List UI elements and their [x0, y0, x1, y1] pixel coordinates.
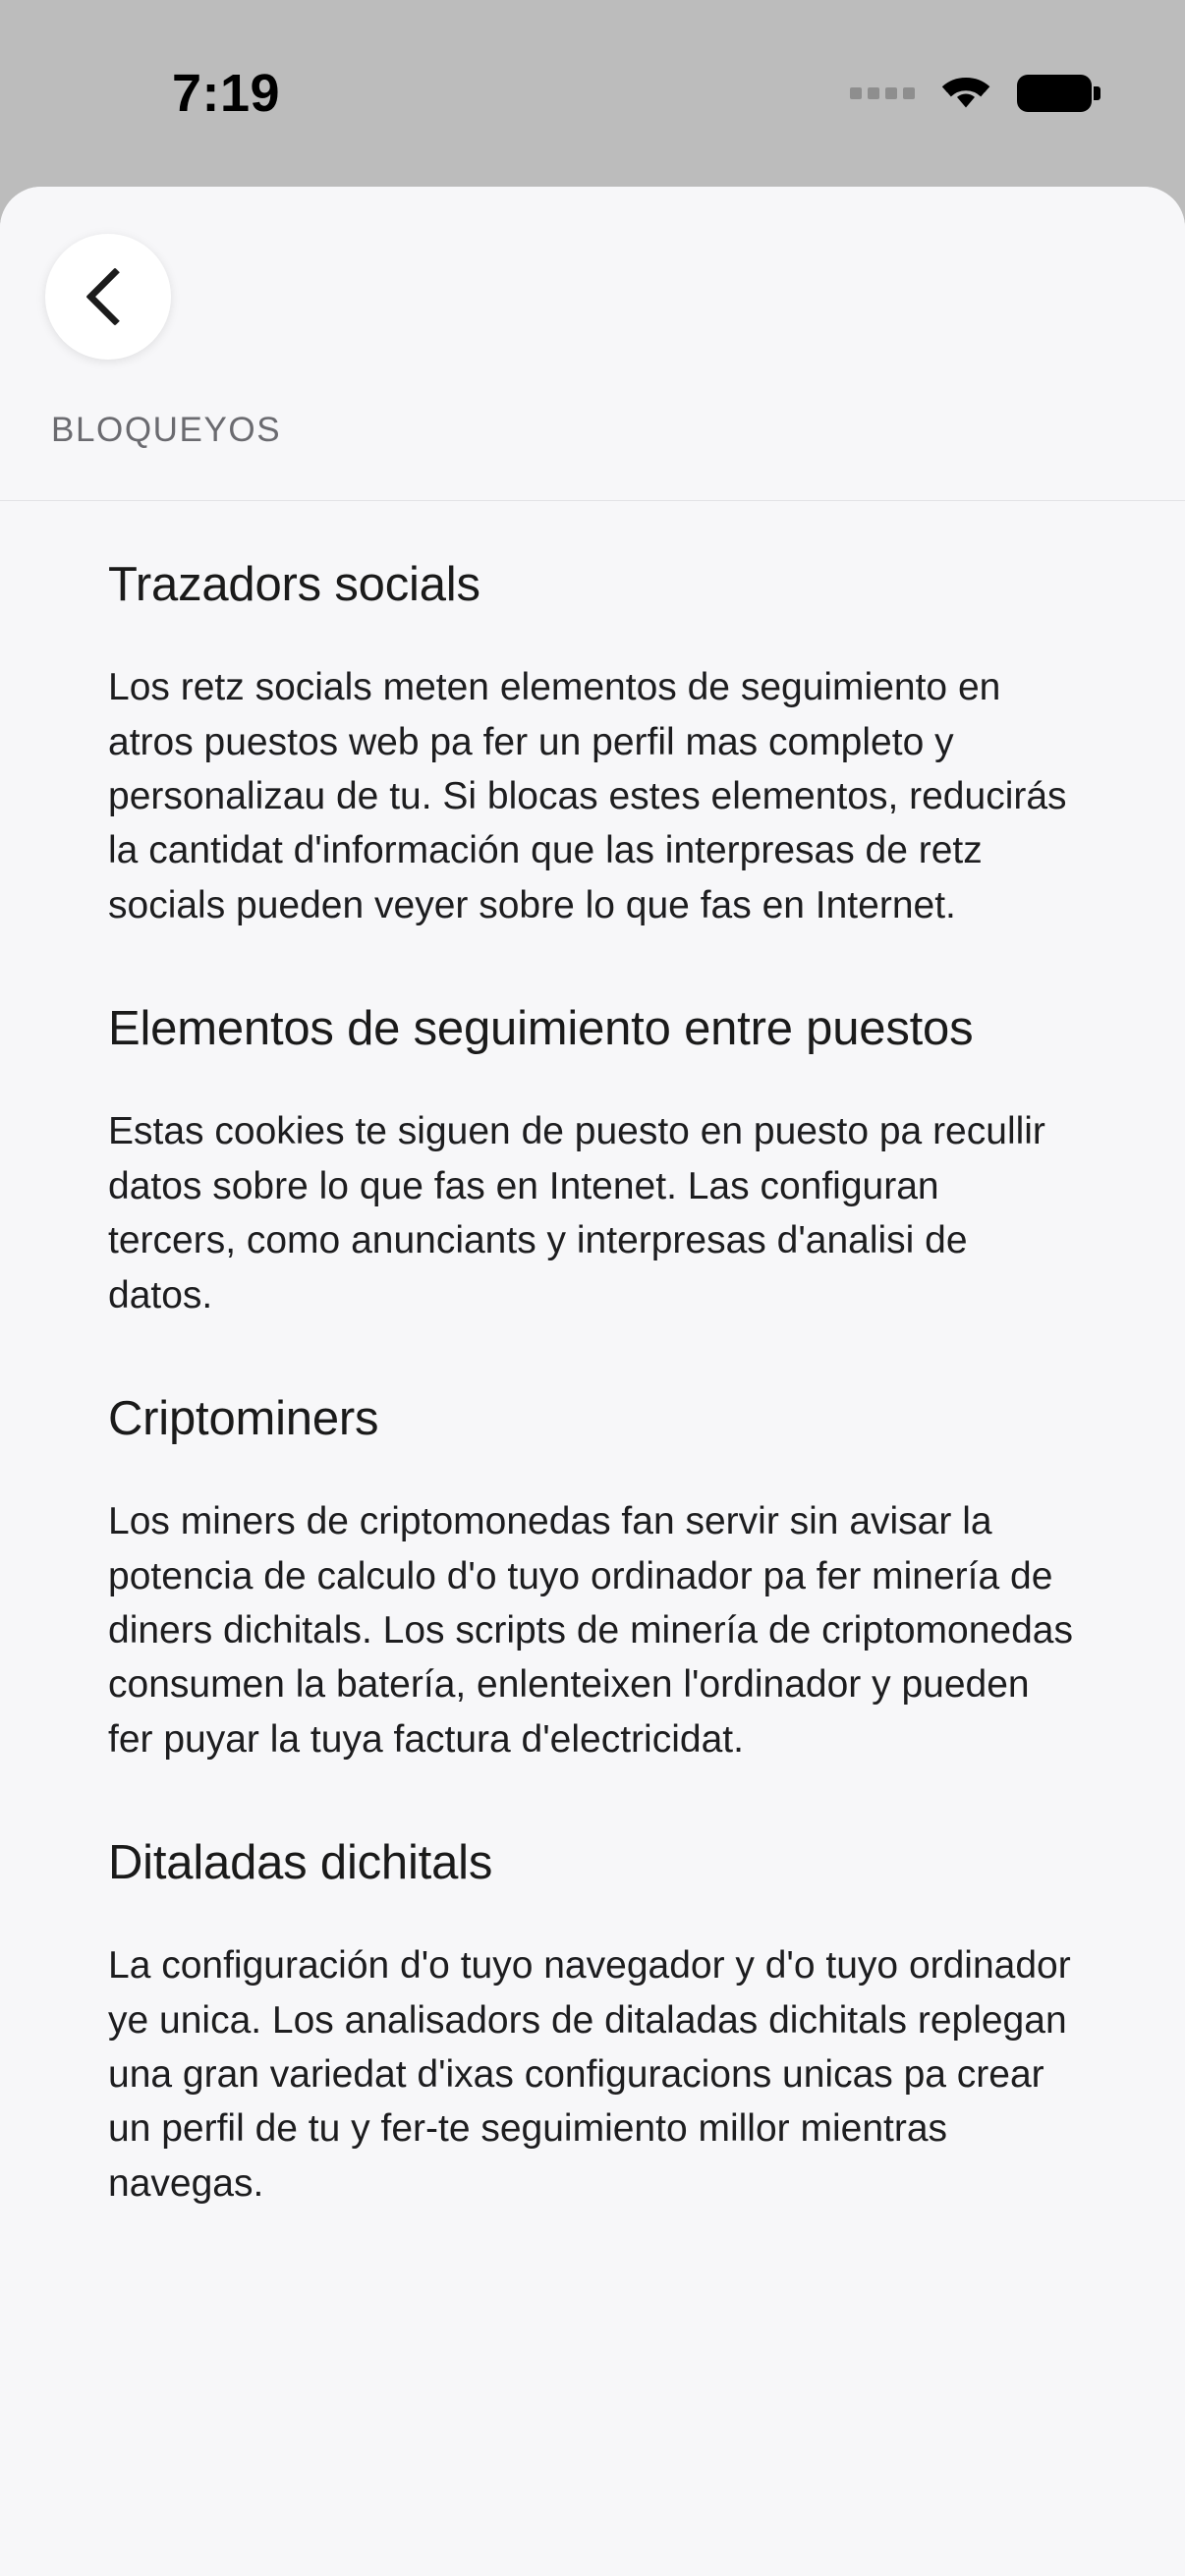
section-title: Ditaladas dichitals — [108, 1836, 493, 1889]
chevron-left-icon — [85, 267, 143, 325]
section-body: Los miners de criptomonedas fan servir sin avisar la potencia de calculo d'o tuyo ordinador pa fer minería de diners dichitals. Los scripts de minería de criptomonedas consumen la batería, enlenteixen l'ordinador y pueden fer puyar la tuya factura d'electricidat. — [108, 1500, 1073, 1761]
section-title: Trazadors socials — [108, 558, 480, 611]
status-indicators — [850, 74, 1092, 113]
content-scroll-area[interactable] — [0, 501, 1185, 2576]
section-body: La configuración d'o tuyo navegador y d'o tuyo ordinador ye unica. Los analisadors de ditaladas dichitals replegan una gran variedat d'ixas configuracions unicas pa crear un perfil de tu y fer-te seguimiento millor mientras navegas. — [108, 1944, 1071, 2205]
section-block — [108, 999, 1077, 1322]
section-body: Los retz socials meten elementos de seguimiento en atros puestos web pa fer un perfil mas completo y personalizau de tu. Si blocas estes elementos, reducirás la cantidat d'información que las interpresas de retz socials pueden veyer sobre lo que fas en Internet. — [108, 666, 1067, 926]
section-title: Criptominers — [108, 1391, 379, 1445]
section-block — [108, 501, 1077, 932]
status-time: 7:19 — [172, 64, 281, 123]
settings-sheet — [0, 187, 1185, 2576]
section-label: BLOQUEYOS — [51, 411, 282, 449]
section-body: Estas cookies te siguen de puesto en puesto pa recullir datos sobre lo que fas en Intenet. Las configuran tercers, como anunciants y interpresas d'analisi de datos. — [108, 1110, 1045, 1316]
section-block — [108, 1833, 1077, 2211]
section-title: Elementos de seguimiento entre puestos — [108, 1002, 974, 1056]
signal-dots-icon — [850, 87, 915, 99]
wifi-icon — [940, 74, 991, 113]
status-bar — [0, 0, 1185, 187]
back-button[interactable] — [45, 234, 171, 360]
section-block — [108, 1389, 1077, 1766]
sheet-header — [0, 187, 1185, 501]
battery-full-icon — [1017, 75, 1092, 112]
